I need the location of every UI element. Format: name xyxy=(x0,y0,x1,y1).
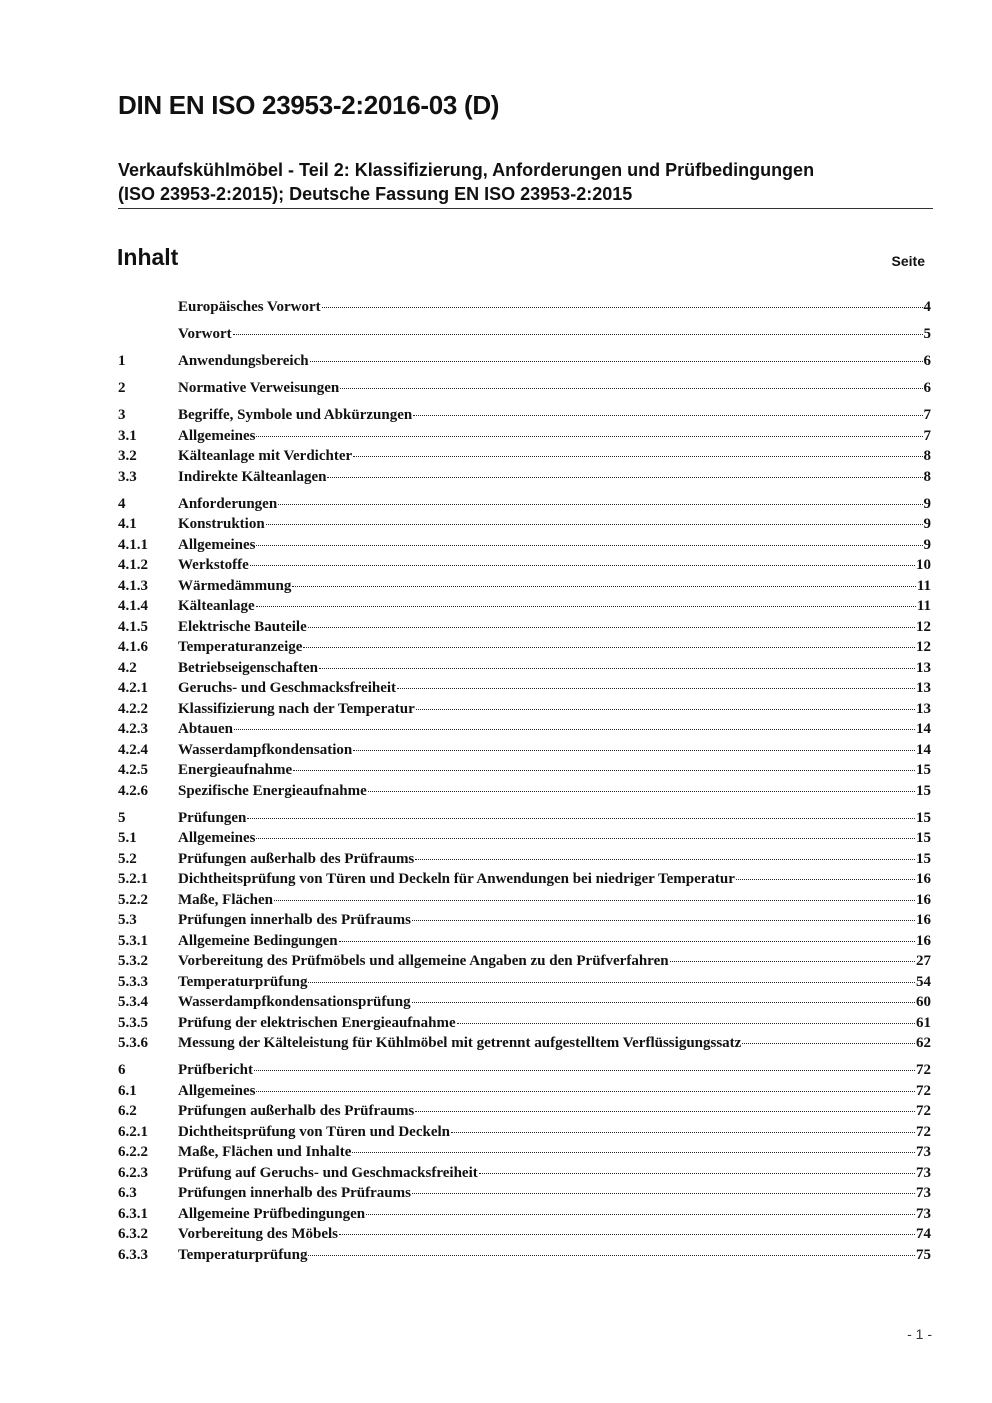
toc-dot-leader xyxy=(247,818,915,819)
toc-entry[interactable] xyxy=(118,719,931,740)
toc-entry[interactable] xyxy=(118,596,931,617)
toc-entry-title: Vorwort xyxy=(178,326,232,342)
toc-entry-number: 6.3.2 xyxy=(118,1226,148,1242)
toc-entry-title: Prüfungen außerhalb des Prüfraums xyxy=(178,850,415,867)
toc-entry-page: 11 xyxy=(916,598,931,614)
toc-entry-title: Allgemeine Prüfbedingungen xyxy=(178,1205,366,1222)
toc-entry-title: Werkstoffe xyxy=(178,557,249,573)
toc-dot-leader xyxy=(322,307,923,308)
toc-entry-number: 5.3.3 xyxy=(118,973,148,990)
toc-entry-number: 5 xyxy=(118,809,126,826)
toc-entry[interactable] xyxy=(118,1101,931,1122)
toc-entry-title: Prüfbericht xyxy=(178,1062,253,1078)
toc-dot-leader xyxy=(256,436,922,437)
toc-entry-number: 5.2 xyxy=(118,850,137,867)
toc-dot-leader xyxy=(479,1173,915,1174)
toc-entry-page: 15 xyxy=(916,762,931,778)
toc-entry-number: 5.3.5 xyxy=(118,1014,148,1031)
toc-entry-number: 4.2.4 xyxy=(118,741,148,758)
toc-dot-leader xyxy=(413,415,922,416)
toc-entry-number: 6.3.3 xyxy=(118,1246,148,1263)
toc-dot-leader xyxy=(397,688,915,689)
toc-entry-page: 14 xyxy=(916,741,931,758)
toc-entry[interactable] xyxy=(118,576,931,597)
toc-entry[interactable] xyxy=(118,890,931,911)
toc-entry-title: Begriffe, Symbole und Abkürzungen xyxy=(178,407,413,423)
toc-entry[interactable] xyxy=(118,1245,931,1266)
toc-entry-title: Prüfung der elektrischen Energieaufnahme xyxy=(178,1014,456,1031)
toc-entry[interactable] xyxy=(118,1142,931,1163)
toc-dot-leader xyxy=(353,456,922,457)
toc-entry[interactable] xyxy=(118,910,931,931)
toc-entry[interactable] xyxy=(118,1183,931,1204)
toc-dot-leader xyxy=(278,504,922,505)
toc-entry[interactable] xyxy=(118,951,931,972)
toc-dot-leader xyxy=(233,334,923,335)
toc-dot-leader xyxy=(736,879,915,880)
toc-dot-leader xyxy=(412,920,915,921)
toc-entry-page: 15 xyxy=(916,830,931,846)
toc-entry[interactable] xyxy=(118,467,931,488)
toc-entry[interactable] xyxy=(118,678,931,699)
toc-entry-title: Prüfungen außerhalb des Prüfraums xyxy=(178,1103,415,1119)
toc-entry-page: 73 xyxy=(916,1205,931,1222)
toc-dot-leader xyxy=(310,361,923,362)
toc-entry[interactable] xyxy=(118,351,931,372)
toc-entry-number: 5.2.1 xyxy=(118,871,148,887)
toc-entry[interactable] xyxy=(118,494,931,515)
toc-entry[interactable] xyxy=(118,931,931,952)
subtitle-line-1: Verkaufskühlmöbel - Teil 2: Klassifizierung, Anforderungen und Prüfbedingungen xyxy=(118,160,815,180)
toc-entry[interactable] xyxy=(118,1060,931,1081)
toc-entry[interactable] xyxy=(118,378,931,399)
toc-entry-number: 4.2.1 xyxy=(118,680,148,696)
toc-dot-leader xyxy=(274,900,915,901)
toc-entry-page: 6 xyxy=(923,380,931,396)
toc-entry-page: 14 xyxy=(916,721,931,737)
toc-entry-number: 3 xyxy=(118,407,126,423)
toc-entry-title: Klassifizierung nach der Temperatur xyxy=(178,700,415,717)
toc-dot-leader xyxy=(451,1132,915,1133)
toc-entry-page: 74 xyxy=(916,1226,931,1242)
toc-entry-page: 9 xyxy=(923,536,931,553)
toc-entry-number: 6.2.1 xyxy=(118,1123,148,1140)
document-title: DIN EN ISO 23953-2:2016-03 (D) xyxy=(118,90,500,120)
toc-entry-page: 15 xyxy=(916,809,931,826)
toc-dot-leader xyxy=(266,524,923,525)
toc-entry-page: 72 xyxy=(916,1123,931,1140)
toc-entry-number: 4.1.3 xyxy=(118,577,148,594)
toc-entry[interactable] xyxy=(118,808,931,829)
toc-heading: Inhalt xyxy=(117,244,179,270)
toc-entry-page: 16 xyxy=(916,932,931,949)
toc-entry[interactable] xyxy=(118,849,931,870)
toc-entry-title: Allgemeines xyxy=(178,427,256,444)
toc-entry[interactable] xyxy=(118,535,931,556)
toc-entry-title: Dichtheitsprüfung von Türen und Deckeln für Anwendungen bei niedriger Temperatur xyxy=(178,871,735,887)
toc-entry-title: Europäisches Vorwort xyxy=(178,299,321,315)
toc-entry-title: Kälteanlage xyxy=(178,598,255,614)
toc-dot-leader xyxy=(292,586,915,587)
toc-entry-number: 4.2.2 xyxy=(118,700,148,717)
toc-entry-title: Wärmedämmung xyxy=(178,577,292,594)
toc-entry-number: 1 xyxy=(118,353,126,369)
toc-entry-page: 12 xyxy=(916,618,931,635)
toc-entry-number: 3.2 xyxy=(118,448,137,464)
toc-entry-page: 72 xyxy=(916,1062,931,1078)
toc-entry-number: 4 xyxy=(118,495,126,512)
toc-entry-page: 4 xyxy=(923,299,931,315)
toc-entry-page: 16 xyxy=(916,891,931,908)
toc-entry-number: 4.1.2 xyxy=(118,557,148,573)
toc-entry[interactable] xyxy=(118,740,931,761)
toc-entry-number: 3.1 xyxy=(118,427,137,444)
toc-dot-leader xyxy=(256,838,915,839)
toc-entry-title: Maße, Flächen xyxy=(178,891,273,908)
toc-entry-page: 13 xyxy=(916,700,931,717)
toc-dot-leader xyxy=(339,941,915,942)
toc-entry-number: 6.2 xyxy=(118,1103,137,1119)
table-of-contents xyxy=(118,297,931,1265)
toc-dot-leader xyxy=(319,668,915,669)
toc-entry[interactable] xyxy=(118,699,931,720)
toc-dot-leader xyxy=(742,1043,915,1044)
toc-entry-number: 5.3.1 xyxy=(118,932,148,949)
toc-dot-leader xyxy=(353,750,915,751)
toc-entry-title: Vorbereitung des Prüfmöbels und allgemeine Angaben zu den Prüfverfahren xyxy=(178,953,669,969)
toc-dot-leader xyxy=(670,961,915,962)
subtitle-line-2: (ISO 23953-2:2015); Deutsche Fassung EN ISO 23953-2:2015 xyxy=(118,184,633,204)
toc-entry-number: 6.3 xyxy=(118,1185,137,1201)
toc-entry-title: Allgemeine Bedingungen xyxy=(178,932,338,949)
toc-entry-number: 6.1 xyxy=(118,1082,137,1099)
toc-entry-number: 4.1 xyxy=(118,516,137,532)
toc-entry-number: 4.2.3 xyxy=(118,721,148,737)
toc-entry[interactable] xyxy=(118,828,931,849)
toc-entry-title: Elektrische Bauteile xyxy=(178,618,307,635)
toc-entry-title: Kälteanlage mit Verdichter xyxy=(178,448,353,464)
toc-entry-page: 8 xyxy=(923,468,931,485)
toc-dot-leader xyxy=(416,709,915,710)
toc-entry-page: 73 xyxy=(916,1144,931,1160)
toc-entry-title: Allgemeines xyxy=(178,830,256,846)
toc-entry-title: Messung der Kälteleistung für Kühlmöbel mit getrennt aufgestelltem Verflüssigungssatz xyxy=(178,1035,742,1051)
toc-entry-title: Allgemeines xyxy=(178,536,256,553)
toc-entry-title: Anforderungen xyxy=(178,495,278,512)
toc-entry-title: Energieaufnahme xyxy=(178,762,293,778)
toc-dot-leader xyxy=(308,982,915,983)
toc-entry[interactable] xyxy=(118,1204,931,1225)
toc-dot-leader xyxy=(457,1023,915,1024)
toc-entry-number: 2 xyxy=(118,380,126,396)
toc-entry[interactable] xyxy=(118,555,931,576)
toc-entry-page: 16 xyxy=(916,912,931,928)
toc-dot-leader xyxy=(366,1214,915,1215)
page-number: - 1 - xyxy=(907,1326,932,1342)
toc-entry-page: 15 xyxy=(916,850,931,867)
toc-entry-page: 62 xyxy=(916,1035,931,1051)
toc-entry-title: Prüfung auf Geruchs- und Geschmacksfreiheit xyxy=(178,1164,478,1181)
toc-entry[interactable] xyxy=(118,992,931,1013)
toc-dot-leader xyxy=(340,388,922,389)
toc-entry-number: 3.3 xyxy=(118,468,137,485)
toc-entry-title: Maße, Flächen und Inhalte xyxy=(178,1144,352,1160)
toc-entry[interactable] xyxy=(118,972,931,993)
toc-entry-title: Temperaturanzeige xyxy=(178,639,303,655)
toc-entry-page: 61 xyxy=(916,1014,931,1031)
toc-entry-page: 15 xyxy=(916,782,931,799)
toc-dot-leader xyxy=(234,729,915,730)
toc-dot-leader xyxy=(327,477,922,478)
toc-entry-title: Konstruktion xyxy=(178,516,265,532)
toc-dot-leader xyxy=(412,1193,915,1194)
toc-entry-page: 12 xyxy=(916,639,931,655)
toc-entry-title: Vorbereitung des Möbels xyxy=(178,1226,339,1242)
toc-entry[interactable] xyxy=(118,781,931,802)
toc-dot-leader xyxy=(308,1255,915,1256)
toc-entry-title: Prüfungen xyxy=(178,809,247,826)
toc-entry-number: 5.2.2 xyxy=(118,891,148,908)
toc-entry-number: 6.3.1 xyxy=(118,1205,148,1222)
toc-entry-title: Prüfungen innerhalb des Prüfraums xyxy=(178,1185,411,1201)
toc-entry[interactable] xyxy=(118,446,931,467)
toc-dot-leader xyxy=(412,1002,915,1003)
toc-entry-title: Temperaturprüfung xyxy=(178,973,308,990)
toc-entry-page: 54 xyxy=(916,973,931,990)
toc-dot-leader xyxy=(250,565,915,566)
toc-entry-page: 27 xyxy=(916,953,931,969)
toc-entry-title: Indirekte Kälteanlagen xyxy=(178,468,327,485)
toc-dot-leader xyxy=(308,627,915,628)
toc-entry-page: 72 xyxy=(916,1103,931,1119)
toc-entry-page: 9 xyxy=(923,495,931,512)
toc-entry-page: 10 xyxy=(916,557,931,573)
toc-entry-page: 6 xyxy=(923,353,931,369)
toc-entry-page: 7 xyxy=(923,427,931,444)
toc-entry-page: 8 xyxy=(923,448,931,464)
toc-entry-title: Geruchs- und Geschmacksfreiheit xyxy=(178,680,397,696)
toc-entry-number: 4.1.4 xyxy=(118,598,148,614)
toc-entry-title: Wasserdampfkondensation xyxy=(178,741,353,758)
toc-entry-title: Betriebseigenschaften xyxy=(178,659,318,676)
toc-entry[interactable] xyxy=(118,426,931,447)
toc-entry-number: 5.3 xyxy=(118,912,137,928)
toc-entry-page: 73 xyxy=(916,1185,931,1201)
toc-entry[interactable] xyxy=(118,869,931,890)
toc-entry-page: 5 xyxy=(923,326,931,342)
toc-entry-number: 4.1.5 xyxy=(118,618,148,635)
toc-entry[interactable] xyxy=(118,297,931,318)
toc-entry[interactable] xyxy=(118,1033,931,1054)
toc-entry-page: 7 xyxy=(923,407,931,423)
toc-dot-leader xyxy=(415,1111,915,1112)
toc-entry-title: Dichtheitsprüfung von Türen und Deckeln xyxy=(178,1123,451,1140)
toc-entry[interactable] xyxy=(118,658,931,679)
toc-entry[interactable] xyxy=(118,324,931,345)
toc-entry[interactable] xyxy=(118,514,931,535)
toc-entry[interactable] xyxy=(118,1163,931,1184)
toc-dot-leader xyxy=(254,1070,915,1071)
toc-entry-page: 73 xyxy=(916,1164,931,1181)
toc-entry-title: Anwendungsbereich xyxy=(178,353,309,369)
toc-entry[interactable] xyxy=(118,617,931,638)
toc-entry-title: Normative Verweisungen xyxy=(178,380,340,396)
toc-entry-number: 4.2.6 xyxy=(118,782,148,799)
toc-entry-title: Wasserdampfkondensationsprüfung xyxy=(178,994,411,1010)
toc-entry[interactable] xyxy=(118,1081,931,1102)
toc-entry-title: Temperaturprüfung xyxy=(178,1246,308,1263)
toc-entry-number: 5.3.2 xyxy=(118,953,148,969)
document-subtitle xyxy=(118,158,933,209)
toc-entry-number: 6.2.3 xyxy=(118,1164,148,1181)
toc-entry-title: Abtauen xyxy=(178,721,234,737)
toc-entry[interactable] xyxy=(118,760,931,781)
toc-entry-number: 4.1.6 xyxy=(118,639,148,655)
toc-entry-title: Prüfungen innerhalb des Prüfraums xyxy=(178,912,411,928)
toc-dot-leader xyxy=(339,1234,915,1235)
toc-entry[interactable] xyxy=(118,637,931,658)
toc-entry-page: 13 xyxy=(916,680,931,696)
toc-entry-number: 4.2.5 xyxy=(118,762,148,778)
page-column-label: Seite xyxy=(891,253,925,269)
toc-entry-number: 5.1 xyxy=(118,830,137,846)
toc-entry-page: 72 xyxy=(916,1082,931,1099)
toc-entry[interactable] xyxy=(118,1122,931,1143)
toc-dot-leader xyxy=(415,859,915,860)
toc-entry-number: 6.2.2 xyxy=(118,1144,148,1160)
toc-dot-leader xyxy=(256,1091,915,1092)
toc-dot-leader xyxy=(352,1152,915,1153)
toc-entry-page: 16 xyxy=(916,871,931,887)
toc-entry-title: Allgemeines xyxy=(178,1082,256,1099)
toc-dot-leader xyxy=(256,606,916,607)
toc-entry-number: 5.3.6 xyxy=(118,1035,148,1051)
toc-entry-number: 4.1.1 xyxy=(118,536,148,553)
toc-entry-page: 75 xyxy=(916,1246,931,1263)
toc-dot-leader xyxy=(256,545,922,546)
toc-entry[interactable] xyxy=(118,405,931,426)
toc-dot-leader xyxy=(293,770,915,771)
toc-entry-number: 5.3.4 xyxy=(118,994,148,1010)
toc-dot-leader xyxy=(303,647,915,648)
toc-entry-page: 60 xyxy=(916,994,931,1010)
toc-entry-title: Spezifische Energieaufnahme xyxy=(178,782,367,799)
toc-entry-page: 11 xyxy=(916,577,931,594)
toc-entry-page: 13 xyxy=(916,659,931,676)
toc-dot-leader xyxy=(368,791,915,792)
toc-entry-number: 6 xyxy=(118,1062,126,1078)
toc-entry-number: 4.2 xyxy=(118,659,137,676)
toc-entry[interactable] xyxy=(118,1224,931,1245)
toc-entry[interactable] xyxy=(118,1013,931,1034)
toc-entry-page: 9 xyxy=(923,516,931,532)
